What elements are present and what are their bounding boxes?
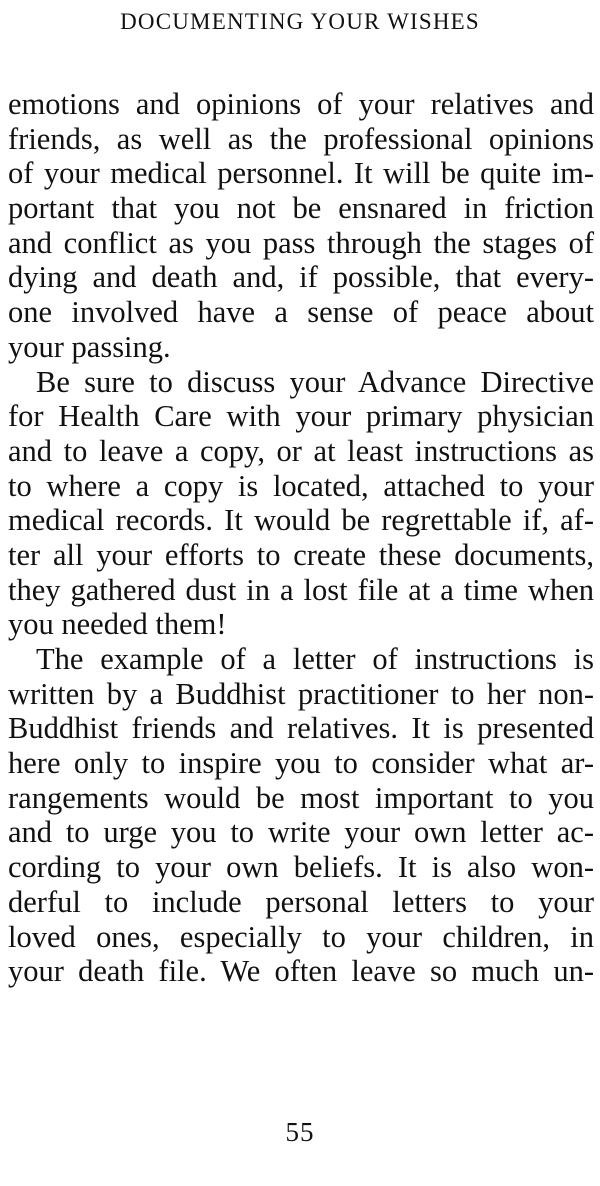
text-line: derful to include personal letters to your: [8, 884, 594, 919]
text-line: cording to your own beliefs. It is also won-: [8, 850, 594, 885]
text-line: your death file. We often leave so much un-: [8, 954, 594, 989]
running-head: DOCUMENTING YOUR WISHES: [120, 9, 480, 34]
text-line: dying and death and, if possible, that every-: [8, 260, 594, 295]
paragraph: [8, 87, 594, 365]
text-line: written by a Buddhist practitioner to her non-: [8, 676, 594, 711]
paragraph: [8, 642, 594, 989]
text-line: here only to inspire you to consider what ar-: [8, 746, 594, 781]
text-line: one involved have a sense of peace about: [8, 295, 594, 330]
text-line: Be sure to discuss your Advance Directive: [36, 364, 594, 399]
page-number: 55: [285, 1117, 315, 1147]
text-line: medical records. It would be regrettable if, af-: [8, 503, 594, 538]
text-line: ter all your efforts to create these documents,: [8, 537, 594, 572]
text-line: portant that you not be ensnared in friction: [8, 191, 594, 226]
text-line: for Health Care with your primary physician: [8, 399, 594, 434]
text-line: loved ones, especially to your children, in: [8, 919, 594, 954]
text-line: of your medical personnel. It will be quite im-: [8, 156, 594, 191]
text-line: emotions and opinions of your relatives and: [8, 87, 594, 121]
text-line: friends, as well as the professional opinions: [8, 121, 594, 156]
text-line: they gathered dust in a lost file at a time when: [8, 572, 594, 607]
text-line: and conflict as you pass through the stages of: [8, 225, 594, 260]
text-line: you needed them!: [8, 607, 227, 642]
text-line: rangements would be most important to you: [8, 780, 594, 815]
text-line: Buddhist friends and relatives. It is presented: [8, 711, 594, 746]
text-line: The example of a letter of instructions is: [36, 642, 594, 676]
paragraph: [8, 365, 594, 643]
body-text: [8, 87, 594, 989]
text-line: and to urge you to write your own letter ac-: [8, 815, 594, 850]
text-line: your passing.: [8, 329, 171, 364]
text-line: and to leave a copy, or at least instructions as: [8, 433, 594, 468]
text-line: to where a copy is located, attached to your: [8, 468, 594, 503]
